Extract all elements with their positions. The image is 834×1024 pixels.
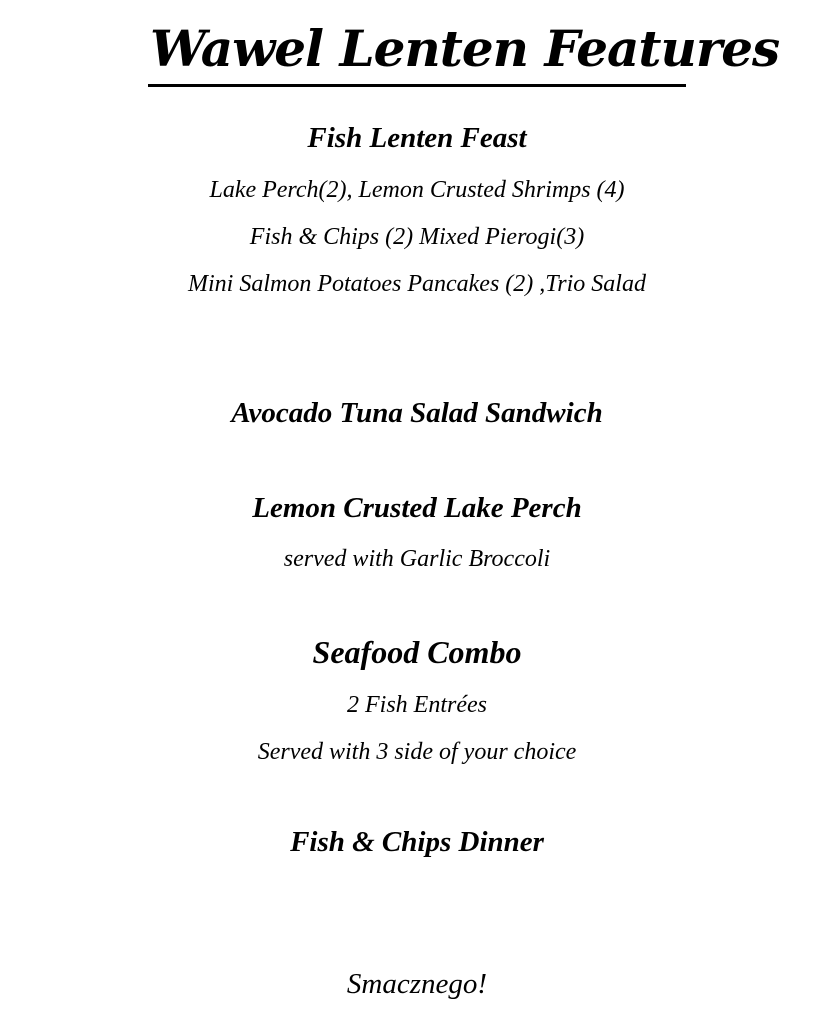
section-heading-lake-perch: Lemon Crusted Lake Perch xyxy=(252,492,582,524)
menu-item-line: Mini Salmon Potatoes Pancakes (2) ,Trio Salad xyxy=(188,271,646,297)
section-heading-fish-chips-dinner: Fish & Chips Dinner xyxy=(290,826,544,858)
section-heading-seafood-combo: Seafood Combo xyxy=(312,634,522,670)
menu-item-line: 2 Fish Entrées xyxy=(347,692,487,718)
menu-item-line: served with Garlic Broccoli xyxy=(283,546,551,572)
section-heading-avocado-tuna: Avocado Tuna Salad Sandwich xyxy=(231,397,603,429)
menu-title: Wawel Lenten Features xyxy=(150,19,780,78)
title-underline xyxy=(148,84,686,87)
menu-item-line: Fish & Chips (2) Mixed Pierogi(3) xyxy=(249,224,585,250)
menu-item-line: Served with 3 side of your choice xyxy=(257,739,577,765)
closing-text: Smacznego! xyxy=(346,968,488,1000)
section-heading-fish-lenten-feast: Fish Lenten Feast xyxy=(307,122,527,154)
menu-item-line: Lake Perch(2), Lemon Crusted Shrimps (4) xyxy=(209,177,625,203)
